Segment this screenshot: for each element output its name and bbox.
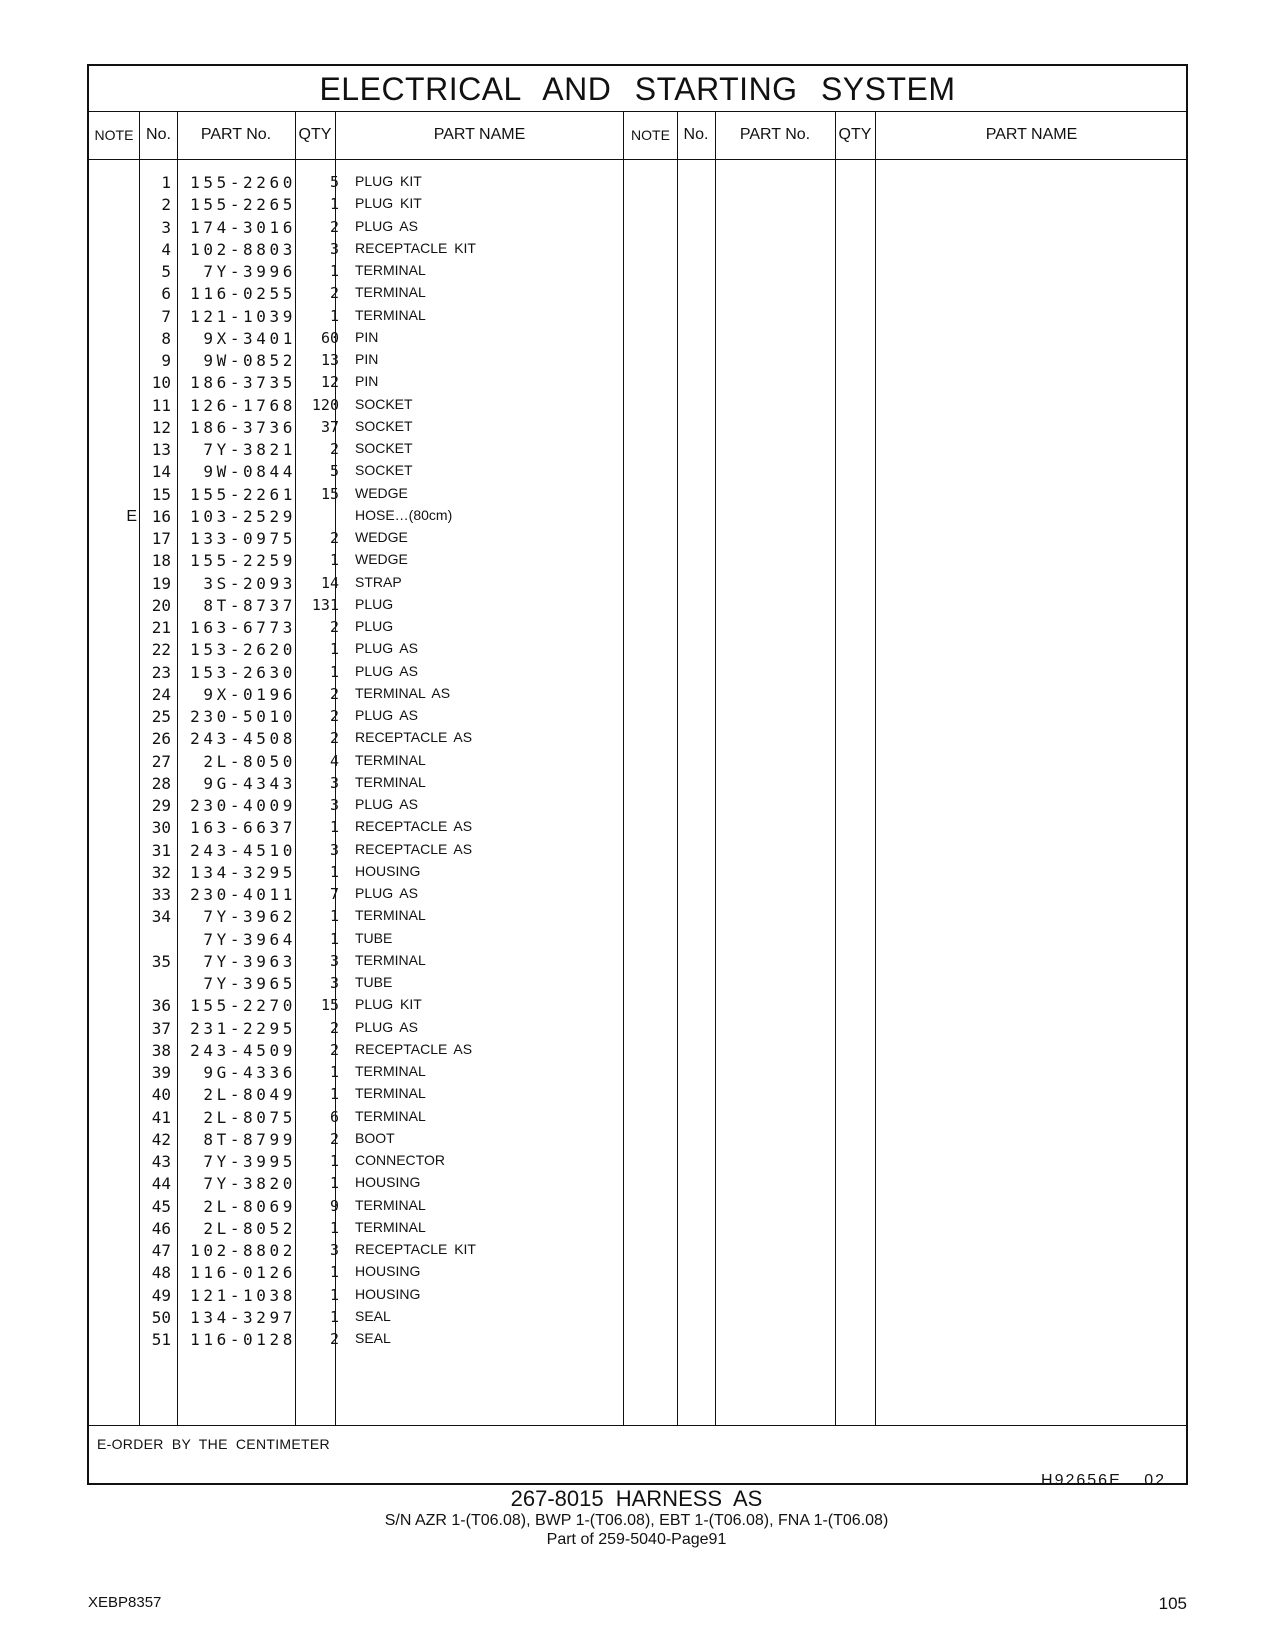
row-part-number: 134-3295 [190,862,296,882]
row-quantity: 2 [329,1330,339,1348]
row-part-name: SEAL [355,1330,391,1346]
table-row [89,1083,1186,1106]
row-part-name: PLUG AS [355,640,418,657]
row-number: 5 [161,262,171,281]
table-row [89,349,1186,372]
row-number: 43 [151,1152,171,1171]
row-quantity: 7 [329,885,339,903]
row-part-number: 116-0255 [190,284,296,304]
divider [89,1425,1186,1426]
header-no-right: No. [683,126,709,143]
row-part-number: 7Y-3964 [203,929,296,949]
table-row [89,616,1186,639]
row-part-number: 8T-8799 [203,1129,296,1149]
row-number: 8 [161,328,171,348]
row-part-number: 163-6773 [190,618,296,637]
table-row [89,1128,1186,1151]
table-row [89,705,1186,728]
row-part-number: 7Y-3963 [203,951,296,971]
header-note-right: NOTE [631,127,670,143]
table-row [89,460,1186,483]
row-number: 14 [151,462,171,482]
header-part-name-left: PART NAME [433,126,526,143]
row-part-number: 126-1768 [190,395,296,415]
row-quantity: 1 [329,306,339,325]
row-part-number: 2L-8052 [203,1218,296,1238]
table-row [89,1061,1186,1084]
table-row [89,1195,1186,1218]
row-number: 49 [151,1285,171,1305]
row-part-name: STRAP [355,573,402,590]
row-part-name: HOUSING [355,1285,421,1302]
row-number: 12 [151,417,171,437]
table-row [89,1106,1186,1129]
row-number: 38 [151,1040,171,1060]
row-part-number: 9X-3401 [203,328,296,348]
row-number: 15 [151,484,171,504]
row-number: 18 [151,551,171,571]
table-row [89,238,1186,261]
header-no-left: No. [146,126,171,143]
row-part-number: 7Y-3996 [203,262,296,281]
row-quantity: 14 [320,573,339,592]
page-title: ELECTRICAL AND STARTING SYSTEM [89,66,1186,112]
row-part-name: TERMINAL [355,1196,426,1213]
row-quantity: 2 [329,217,339,236]
row-number: 44 [151,1174,171,1194]
row-number: 30 [151,818,171,838]
row-part-name: PLUG KIT [355,195,422,212]
row-number: 37 [151,1018,171,1038]
table-row [89,282,1186,305]
table-row [89,772,1186,795]
row-part-name: HOUSING [355,1263,421,1280]
table-row [89,1217,1186,1240]
row-note: E [126,507,137,525]
row-quantity: 2 [329,684,339,703]
header-note-left: NOTE [94,127,134,143]
table-row [89,1172,1186,1195]
row-part-name: PLUG AS [355,796,418,812]
row-part-name: PIN [355,328,379,345]
row-part-number: 121-1039 [190,306,296,326]
row-number: 3 [161,217,171,237]
row-part-number: 9G-4336 [203,1063,296,1082]
row-number: 34 [151,907,171,927]
row-part-number: 9G-4343 [203,773,296,793]
row-quantity: 2 [329,729,339,748]
table-row [89,1039,1186,1062]
row-part-number: 116-0128 [190,1330,296,1349]
row-number: 2 [161,195,171,215]
row-part-number: 2L-8050 [203,751,296,771]
table-row [89,327,1186,350]
row-part-name: RECEPTACLE KIT [355,239,476,256]
row-part-name: RECEPTACLE AS [355,840,473,857]
row-number: 51 [151,1330,171,1349]
row-part-name: TERMINAL [355,1063,426,1079]
row-part-name: TERMINAL AS [355,684,451,701]
row-number: 19 [151,573,171,593]
row-part-number: 155-2270 [190,996,296,1016]
table-row [89,1328,1186,1351]
header-part-name-right: PART NAME [985,126,1078,143]
row-number: 36 [151,996,171,1016]
row-part-name: SOCKET [355,462,413,479]
footnote: E-ORDER BY THE CENTIMETER [97,1436,330,1452]
row-quantity: 2 [329,1018,339,1037]
row-part-name: HOUSING [355,862,421,879]
row-number: 22 [151,640,171,660]
row-quantity: 1 [329,640,339,659]
row-part-name: PLUG KIT [355,996,422,1013]
row-number: 39 [151,1063,171,1082]
row-part-number: 7Y-3995 [203,1152,296,1171]
table-row [89,260,1186,283]
row-part-number: 9X-0196 [203,684,296,704]
row-quantity: 1 [329,195,339,214]
row-quantity: 2 [329,1129,339,1148]
row-number: 50 [151,1307,171,1327]
serial-numbers: S/N AZR 1-(T06.08), BWP 1-(T06.08), EBT 1-(T06.08), FNA 1-(T06.08) [384,1512,889,1529]
row-number: 16 [151,506,171,526]
row-quantity: 1 [329,907,339,926]
row-quantity: 3 [329,773,339,792]
illustration-reference: H92656E 02 [1041,1472,1166,1489]
row-quantity: 3 [329,951,339,970]
row-quantity: 1 [329,1307,339,1326]
row-part-number: 243-4508 [190,729,296,749]
row-number: 23 [151,662,171,682]
row-quantity: 3 [329,239,339,258]
row-quantity: 3 [329,796,339,814]
table-row [89,727,1186,750]
row-quantity: 5 [329,462,339,481]
row-quantity: 3 [329,1241,339,1259]
row-part-name: TERMINAL [355,1085,426,1102]
row-part-name: TERMINAL [355,907,426,924]
row-part-number: 9W-0844 [203,462,296,482]
table-row [89,794,1186,817]
row-part-number: 230-5010 [190,707,296,726]
row-quantity: 37 [320,417,339,436]
row-quantity: 1 [329,1218,339,1237]
table-row [89,171,1186,194]
row-part-number: 134-3297 [190,1307,296,1327]
row-quantity: 2 [329,440,339,458]
row-part-number: 163-6637 [190,818,296,838]
table-row [89,972,1186,995]
row-quantity: 15 [320,484,339,503]
row-part-number: 2L-8069 [203,1196,296,1216]
row-part-name: PLUG AS [355,885,418,901]
row-quantity: 5 [329,173,339,191]
row-part-number: 243-4509 [190,1040,296,1060]
row-quantity: 2 [329,1040,339,1059]
row-number: 32 [151,862,171,882]
assembly-title: 267-8015 HARNESS AS [510,1486,763,1511]
page-number: 105 [1158,1594,1187,1613]
row-part-number: 102-8802 [190,1241,296,1260]
table-row [89,438,1186,461]
row-number: 17 [151,529,171,548]
row-number: 13 [151,440,171,459]
table-row [89,549,1186,572]
row-part-number: 7Y-3965 [203,974,296,993]
table-row [89,371,1186,394]
row-part-name: TERMINAL [355,1107,426,1124]
row-quantity: 2 [329,618,339,636]
row-part-number: 116-0126 [190,1263,296,1283]
table-row [89,1306,1186,1329]
row-part-name: WEDGE [355,529,408,545]
table-row [89,816,1186,839]
row-number: 11 [151,395,171,415]
table-row [89,638,1186,661]
row-part-name: TERMINAL [355,951,426,968]
table-row [89,505,1186,528]
table-row [89,527,1186,550]
row-part-name: TERMINAL [355,306,426,323]
row-quantity: 1 [329,818,339,837]
row-part-number: 103-2529 [190,506,296,526]
parts-table-frame [87,64,1188,1489]
row-part-name: WEDGE [355,551,408,568]
row-quantity: 1 [329,262,339,280]
row-number: 27 [151,751,171,771]
row-part-number: 155-2260 [190,173,296,192]
row-part-name: PLUG AS [355,707,418,723]
row-number: 29 [151,796,171,815]
document-id: XEBP8357 [88,1594,162,1611]
row-quantity: 2 [329,529,339,547]
table-row [89,1150,1186,1173]
row-number: 1 [161,173,171,192]
table-row [89,928,1186,951]
table-row [89,683,1186,706]
row-number: 48 [151,1263,171,1283]
row-quantity: 2 [329,284,339,303]
row-number: 7 [161,306,171,326]
row-number: 45 [151,1196,171,1216]
table-row [89,483,1186,506]
row-part-number: 9W-0852 [203,351,296,370]
row-part-name: TUBE [355,974,393,990]
row-quantity: 9 [329,1196,339,1215]
table-row [89,1239,1186,1262]
row-part-name: SOCKET [355,440,413,456]
row-part-number: 102-8803 [190,239,296,259]
row-quantity: 1 [329,862,339,881]
row-quantity: 1 [329,1085,339,1104]
row-part-number: 133-0975 [190,529,296,548]
row-quantity: 131 [311,595,339,614]
table-row [89,305,1186,328]
row-part-name: TUBE [355,929,393,946]
row-quantity: 1 [329,1285,339,1304]
row-part-name: SOCKET [355,395,413,412]
row-quantity: 12 [320,373,339,392]
row-quantity: 1 [329,1263,339,1282]
row-part-number: 153-2630 [190,662,296,682]
header-part-no-right: PART No. [739,126,811,143]
row-number: 10 [151,373,171,393]
row-quantity: 1 [329,1152,339,1170]
row-part-name: RECEPTACLE AS [355,729,473,746]
row-part-number: 230-4011 [190,885,296,904]
row-quantity: 3 [329,974,339,992]
row-part-number: 155-2261 [190,484,296,504]
row-quantity: 6 [329,1107,339,1126]
row-part-number: 231-2295 [190,1018,296,1038]
parts-list [89,160,1186,1425]
row-part-number: 121-1038 [190,1285,296,1305]
table-row [89,1284,1186,1307]
table-row [89,1261,1186,1284]
row-part-name: HOSE…(80cm) [355,506,453,523]
row-quantity: 1 [329,1063,339,1081]
row-part-name: SOCKET [355,417,413,434]
row-part-name: PIN [355,373,379,390]
table-row [89,950,1186,973]
row-part-number: 3S-2093 [203,573,296,593]
table-row [89,594,1186,617]
row-part-number: 174-3016 [190,217,296,237]
table-row [89,1017,1186,1040]
part-of-reference: Part of 259-5040-Page91 [546,1531,727,1548]
row-part-number: 243-4510 [190,840,296,860]
header-qty-right: QTY [838,126,872,143]
row-number: 26 [151,729,171,749]
row-part-name: WEDGE [355,484,408,501]
row-quantity: 15 [320,996,339,1015]
row-part-name: SEAL [355,1307,391,1324]
row-part-number: 7Y-3820 [203,1174,296,1194]
row-part-name: RECEPTACLE KIT [355,1241,476,1257]
row-part-name: TERMINAL [355,284,426,301]
row-number: 6 [161,284,171,304]
row-number: 41 [151,1107,171,1127]
row-number: 33 [151,885,171,904]
row-part-number: 7Y-3821 [203,440,296,459]
table-row [89,839,1186,862]
row-part-name: PIN [355,351,379,367]
table-row [89,750,1186,773]
row-number: 20 [151,595,171,615]
row-quantity: 60 [320,328,339,347]
row-number: 24 [151,684,171,704]
row-part-name: TERMINAL [355,262,426,278]
row-quantity: 3 [329,840,339,859]
row-part-number: 2L-8049 [203,1085,296,1105]
table-row [89,216,1186,239]
row-part-name: PLUG [355,618,394,634]
row-part-number: 153-2620 [190,640,296,660]
row-part-number: 155-2259 [190,551,296,571]
header-part-no-left: PART No. [200,126,272,143]
row-quantity: 1 [329,929,339,948]
row-part-number: 8T-8737 [203,595,296,615]
row-quantity: 1 [329,1174,339,1193]
row-part-name: RECEPTACLE AS [355,818,473,835]
row-quantity: 2 [329,707,339,725]
row-part-name: PLUG AS [355,662,418,679]
header-qty-left: QTY [298,126,332,143]
row-number: 35 [151,951,171,971]
row-part-name: RECEPTACLE AS [355,1040,473,1057]
row-quantity: 4 [329,751,339,770]
row-part-number: 186-3736 [190,417,296,437]
row-number: 25 [151,707,171,726]
row-part-name: BOOT [355,1129,395,1146]
row-part-name: PLUG KIT [355,173,422,189]
table-row [89,905,1186,928]
row-part-name: TERMINAL [355,1218,426,1235]
row-part-number: 230-4009 [190,796,296,815]
row-quantity: 1 [329,551,339,570]
row-number: 9 [161,351,171,370]
row-part-name: TERMINAL [355,751,426,768]
row-number: 21 [151,618,171,637]
row-number: 47 [151,1241,171,1260]
row-part-name: HOUSING [355,1174,421,1191]
table-row [89,416,1186,439]
row-quantity: 1 [329,662,339,681]
row-part-name: CONNECTOR [355,1152,445,1168]
table-header [89,112,1186,160]
row-part-name: PLUG AS [355,1018,418,1035]
row-number: 46 [151,1218,171,1238]
table-row [89,394,1186,417]
table-row [89,572,1186,595]
row-part-number: 155-2265 [190,195,296,215]
row-number: 4 [161,239,171,259]
table-row [89,861,1186,884]
row-part-number: 186-3735 [190,373,296,393]
row-part-name: TERMINAL [355,773,426,790]
row-part-name: PLUG AS [355,217,418,234]
row-number: 40 [151,1085,171,1105]
table-row [89,994,1186,1017]
row-number: 31 [151,840,171,860]
row-number: 28 [151,773,171,793]
row-quantity: 120 [311,395,339,414]
table-row [89,193,1186,216]
row-part-name: PLUG [355,595,394,612]
row-number: 42 [151,1129,171,1149]
table-row [89,661,1186,684]
row-part-number: 7Y-3962 [203,907,296,927]
row-part-number: 2L-8075 [203,1107,296,1127]
table-row [89,883,1186,906]
row-quantity: 13 [320,351,339,369]
